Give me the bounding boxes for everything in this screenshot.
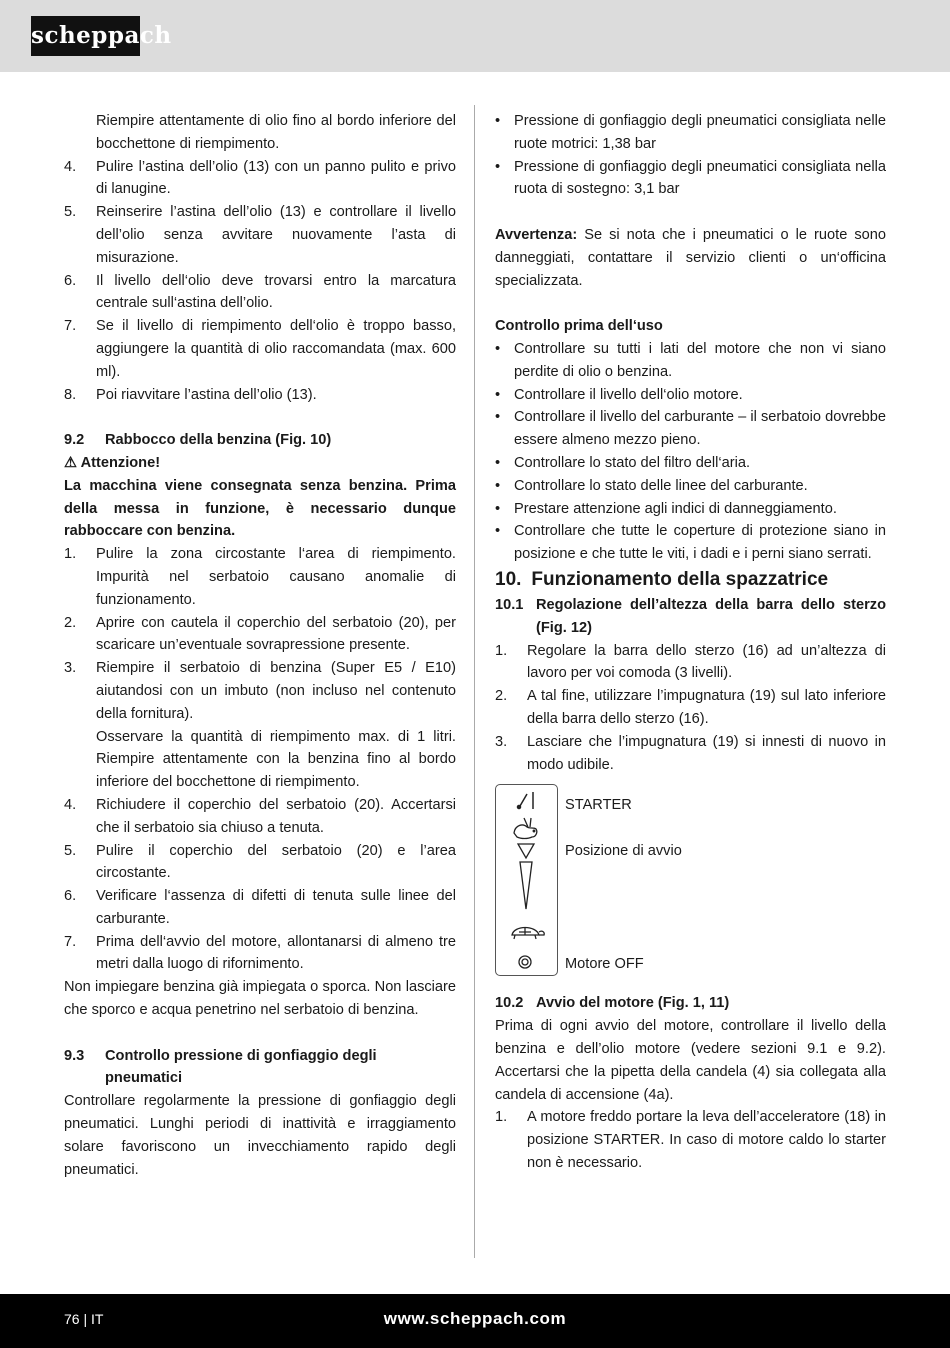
engine-start-text: Prima di ogni avvio del motore, controllare il livello della benzina e dell’olio motore (vedere sezioni 9.1 e 9.2). Accertarsi che la pipetta della candela (4) sia collegata alla candela di accensione (4a).	[495, 1018, 886, 1103]
fuel-step: 7. Prima dell‘avvio del motore, allontanarsi di almeno tre metri dalla luogo di rifornimento.	[64, 933, 456, 973]
throttle-wedge-icon	[520, 862, 532, 909]
turtle-icon	[512, 927, 544, 939]
advice-note: Avvertenza: Se si nota che i pneumatici o le ruote sono danneggiati, contattare il servizio clienti o un‘officina specializzata.	[495, 226, 886, 289]
engine-off-label: Motore OFF	[565, 956, 644, 973]
website-link[interactable]: www.scheppach.com	[383, 1309, 567, 1328]
check-bullet: • Controllare su tutti i lati del motore che non vi siano perdite di olio o benzina.	[495, 340, 886, 380]
fuel-step: 2. Aprire con cautela il coperchio del serbatoio (20), per scaricare un’eventuale sovrapressione presente.	[64, 614, 456, 654]
section-10-1-heading: 10.1 Regolazione dell’altezza della barra dello sterzo (Fig. 12)	[495, 596, 886, 636]
section-9-3-heading: 9.3 Controllo pressione di gonfiaggio degli pneumatici	[64, 1047, 377, 1087]
check-bullet: • Controllare il livello dell‘olio motore.	[495, 386, 743, 403]
throttle-diagram	[495, 784, 886, 978]
check-bullet: • Controllare lo stato delle linee del carburante.	[495, 477, 808, 494]
tyre-pressure-text: Controllare regolarmente la pressione di gonfiaggio degli pneumatici. Lunghi periodi di inattività e irraggiamento solare favoriscono un invecchiamento rapido degli pneumatici.	[64, 1093, 456, 1178]
section-9-2-heading: 9.2 Rabbocco della benzina (Fig. 10)	[64, 432, 332, 449]
fuel-step: 4. Richiudere il coperchio del serbatoio (20). Accertarsi che il serbatoio sia chiuso a tenuta.	[64, 796, 456, 836]
page-footer	[0, 1294, 950, 1348]
oil-intro-text: Riempire attentamente di olio fino al bordo inferiore del bocchettone di riempimento.	[96, 113, 456, 152]
check-bullet: • Controllare il livello del carburante – il serbatoio dovrebbe essere almeno mezzo pieno.	[495, 409, 886, 449]
triangle-arrow-icon	[518, 844, 534, 858]
page-header	[0, 0, 950, 72]
handle-step: 3. Lasciare che l’impugnatura (19) si innesti di nuovo in modo udibile.	[495, 733, 886, 773]
column-divider	[474, 105, 475, 1258]
oil-step: 5. Reinserire l’astina dell’olio (13) e controllare il livello dell’olio senza avvitare nuovamente l’asta di misurazione.	[64, 204, 456, 266]
start-position-label: Posizione di avvio	[565, 843, 682, 860]
warning-icon: ⚠	[64, 454, 78, 471]
fuel-step: 6. Verificare l‘assenza di difetti di tenuta sulle linee del carburante.	[64, 888, 456, 927]
handle-step: 1. Regolare la barra dello sterzo (16) ad un’altezza di lavoro per voi comoda (3 livelli).	[495, 642, 886, 682]
fuel-step: 3. Riempire il serbatoio di benzina (Super E5 / E10) aiutandosi con un imbuto (non incluso nel contenuto della fornitura).	[64, 660, 456, 722]
check-bullet: • Prestare attenzione agli indici di danneggiamento.	[495, 500, 837, 517]
choke-icon	[518, 792, 534, 809]
tyre-pressure-bullet: • Pressione di gonfiaggio degli pneumatici consigliata nelle ruote motrici: 1,38 bar	[495, 113, 886, 152]
oil-step: 6. Il livello dell‘olio deve trovarsi entro la marcatura centrale sull‘astina dell’olio.	[64, 272, 456, 312]
off-icon	[519, 956, 531, 968]
fuel-note: Non impiegare benzina già impiegata o sporca. Non lasciare che sporco e acqua penetrino nel serbatoio di benzina.	[64, 979, 456, 1019]
throttle-scale	[495, 784, 558, 976]
warning-heading: ⚠ Attenzione!	[64, 454, 161, 471]
fuel-step: 5. Pulire il coperchio del serbatoio (20) e l’area circostante.	[64, 842, 456, 882]
check-bullet: • Controllare lo stato del filtro dell‘aria.	[495, 454, 751, 471]
oil-step: 7. Se il livello di riempimento dell‘olio è troppo basso, aggiungere la quantità di olio raccomandata (max. 600 ml).	[64, 318, 456, 380]
oil-step: 4. Pulire l’astina dell’olio (13) con un panno pulito e privo di lanugine.	[64, 158, 456, 198]
warning-text: La macchina viene consegnata senza benzina. Prima della messa in funzione, è necessario dunque rabboccare con benzina.	[64, 477, 456, 540]
section-10-2-heading: 10.2 Avvio del motore (Fig. 1, 11)	[495, 995, 730, 1012]
scheppach-logo: scheppach	[31, 16, 140, 56]
left-column	[64, 110, 456, 1181]
handle-step: 2. A tal fine, utilizzare l’impugnatura (19) sul lato inferiore della barra dello sterzo (16).	[495, 688, 886, 727]
page-number: 76 | IT	[64, 1311, 104, 1327]
throttle-symbols	[496, 785, 557, 975]
check-bullet: • Controllare che tutte le coperture di protezione siano in posizione e che tutte le viti, i dadi e i perni siano serrati.	[495, 523, 886, 563]
pre-use-check-heading: Controllo prima dell‘uso	[495, 318, 663, 335]
fuel-step: 1. Pulire la zona circostante l‘area di riempimento. Impurità nel serbatoio causano anomalie di funzionamento.	[64, 546, 456, 608]
starter-label: STARTER	[565, 797, 632, 814]
right-column	[495, 110, 886, 1175]
section-10-heading: 10. Funzionamento della spazzatrice	[495, 568, 829, 590]
oil-step: 8. Poi riavvitare l’astina dell’olio (13).	[64, 386, 317, 403]
tyre-pressure-bullet: • Pressione di gonfiaggio degli pneumatici consigliata nella ruota di sostegno: 3,1 bar	[495, 158, 886, 198]
rabbit-icon	[514, 818, 537, 839]
fuel-step-note: Osservare la quantità di riempimento max. di 1 litri. Riempire attentamente con la benzina fino al bordo inferiore del bocchettone di riempimento.	[96, 728, 456, 791]
start-step: 1. A motore freddo portare la leva dell’acceleratore (18) in posizione STARTER. In caso di motore caldo lo starter non è necessario.	[495, 1109, 886, 1171]
